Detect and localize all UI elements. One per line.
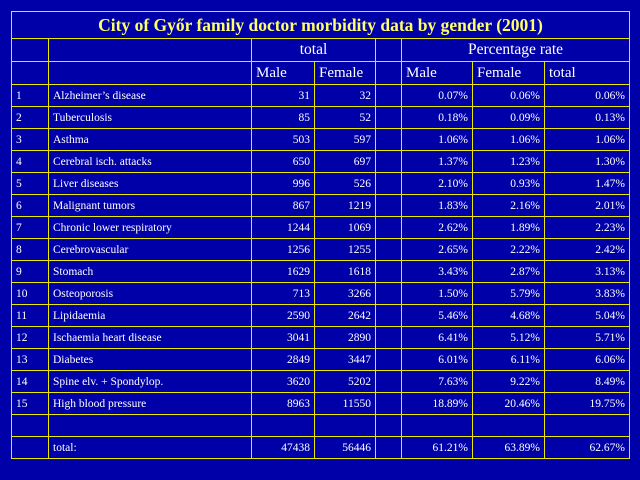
- spacer-cell: [376, 261, 402, 283]
- row-number: 12: [12, 327, 49, 349]
- female-count: 3447: [315, 349, 376, 371]
- pct-female: 9.22%: [473, 371, 545, 393]
- table-row: [12, 327, 630, 349]
- spacer-cell: [376, 437, 402, 459]
- female-count: 1618: [315, 261, 376, 283]
- pct-male: 2.10%: [402, 173, 473, 195]
- spacer-cell: [376, 107, 402, 129]
- blank-cell: [12, 415, 49, 437]
- spacer-cell: [376, 371, 402, 393]
- row-number: 7: [12, 217, 49, 239]
- table-row: [12, 371, 630, 393]
- female-count: 5202: [315, 371, 376, 393]
- sub-header-row: [12, 62, 630, 85]
- blank-cell: [315, 415, 376, 437]
- pct-total: 6.06%: [545, 349, 630, 371]
- spacer-cell: [376, 217, 402, 239]
- blank-cell: [252, 415, 315, 437]
- blank-cell: [545, 415, 630, 437]
- disease-name: High blood pressure: [49, 393, 252, 415]
- pct-total: 5.71%: [545, 327, 630, 349]
- pct-male: 0.07%: [402, 85, 473, 107]
- disease-name: Ischaemia heart disease: [49, 327, 252, 349]
- male-count: 867: [252, 195, 315, 217]
- male-count: 3620: [252, 371, 315, 393]
- total-group-header: total: [252, 39, 376, 62]
- pct-total: 1.06%: [545, 129, 630, 151]
- disease-name: Stomach: [49, 261, 252, 283]
- male-count: 1256: [252, 239, 315, 261]
- pct-total: 3.13%: [545, 261, 630, 283]
- pct-female: 2.87%: [473, 261, 545, 283]
- male-count: 996: [252, 173, 315, 195]
- totals-female: 56446: [315, 437, 376, 459]
- blank-cell: [12, 437, 49, 459]
- table-row: [12, 85, 630, 107]
- table-row: [12, 261, 630, 283]
- female-count: 2642: [315, 305, 376, 327]
- blank-cell: [402, 415, 473, 437]
- row-number: 4: [12, 151, 49, 173]
- female-count: 697: [315, 151, 376, 173]
- male-count: 85: [252, 107, 315, 129]
- female-count: 1069: [315, 217, 376, 239]
- spacer-cell: [376, 349, 402, 371]
- row-number: 2: [12, 107, 49, 129]
- female-count: 52: [315, 107, 376, 129]
- disease-name: Chronic lower respiratory: [49, 217, 252, 239]
- male-count: 31: [252, 85, 315, 107]
- header-blank-cell: [12, 39, 49, 62]
- table-title: City of Győr family doctor morbidity data by gender (2001): [12, 12, 630, 39]
- header-blank-cell: [49, 62, 252, 85]
- pct-female: 1.06%: [473, 129, 545, 151]
- pct-male: 1.83%: [402, 195, 473, 217]
- pct-male-header: Male: [402, 62, 473, 85]
- percentage-group-header: Percentage rate: [402, 39, 630, 62]
- disease-name: Cerebrovascular: [49, 239, 252, 261]
- disease-name: Asthma: [49, 129, 252, 151]
- pct-male: 0.18%: [402, 107, 473, 129]
- pct-total: 0.06%: [545, 85, 630, 107]
- pct-male: 1.37%: [402, 151, 473, 173]
- pct-female-header: Female: [473, 62, 545, 85]
- header-blank-cell: [49, 39, 252, 62]
- spacer-cell: [376, 239, 402, 261]
- pct-male: 18.89%: [402, 393, 473, 415]
- pct-female: 1.23%: [473, 151, 545, 173]
- row-number: 3: [12, 129, 49, 151]
- blank-cell: [473, 415, 545, 437]
- spacer-cell: [376, 62, 402, 85]
- pct-female: 4.68%: [473, 305, 545, 327]
- header-blank-cell: [12, 62, 49, 85]
- pct-female: 2.22%: [473, 239, 545, 261]
- pct-female: 6.11%: [473, 349, 545, 371]
- pct-male: 5.46%: [402, 305, 473, 327]
- table-row: [12, 107, 630, 129]
- male-count: 713: [252, 283, 315, 305]
- row-number: 13: [12, 349, 49, 371]
- blank-cell: [376, 415, 402, 437]
- female-count: 3266: [315, 283, 376, 305]
- pct-female: 0.93%: [473, 173, 545, 195]
- pct-total: 2.23%: [545, 217, 630, 239]
- pct-male: 2.62%: [402, 217, 473, 239]
- disease-name: Spine elv. + Spondylop.: [49, 371, 252, 393]
- totals-row: [12, 437, 630, 459]
- table-row: [12, 217, 630, 239]
- pct-total-header: total: [545, 62, 630, 85]
- spacer-cell: [376, 393, 402, 415]
- spacer-cell: [376, 327, 402, 349]
- row-number: 15: [12, 393, 49, 415]
- male-count: 503: [252, 129, 315, 151]
- female-count: 2890: [315, 327, 376, 349]
- row-number: 14: [12, 371, 49, 393]
- spacer-cell: [376, 39, 402, 62]
- female-count: 1219: [315, 195, 376, 217]
- table-row: [12, 195, 630, 217]
- pct-male: 3.43%: [402, 261, 473, 283]
- spacer-cell: [376, 305, 402, 327]
- spacer-cell: [376, 173, 402, 195]
- morbidity-table: [11, 11, 630, 459]
- totals-pct-male: 61.21%: [402, 437, 473, 459]
- pct-female: 0.06%: [473, 85, 545, 107]
- female-header: Female: [315, 62, 376, 85]
- pct-female: 0.09%: [473, 107, 545, 129]
- spacer-cell: [376, 129, 402, 151]
- pct-total: 0.13%: [545, 107, 630, 129]
- table-row: [12, 305, 630, 327]
- male-count: 1244: [252, 217, 315, 239]
- female-count: 526: [315, 173, 376, 195]
- disease-name: Osteoporosis: [49, 283, 252, 305]
- female-count: 11550: [315, 393, 376, 415]
- row-number: 11: [12, 305, 49, 327]
- pct-male: 1.50%: [402, 283, 473, 305]
- pct-female: 2.16%: [473, 195, 545, 217]
- pct-female: 5.79%: [473, 283, 545, 305]
- disease-name: Lipidaemia: [49, 305, 252, 327]
- disease-name: Tuberculosis: [49, 107, 252, 129]
- disease-name: Diabetes: [49, 349, 252, 371]
- male-header: Male: [252, 62, 315, 85]
- pct-total: 3.83%: [545, 283, 630, 305]
- disease-name: Malignant tumors: [49, 195, 252, 217]
- row-number: 1: [12, 85, 49, 107]
- totals-pct-total: 62.67%: [545, 437, 630, 459]
- pct-female: 20.46%: [473, 393, 545, 415]
- blank-cell: [49, 415, 252, 437]
- table-row: [12, 129, 630, 151]
- pct-female: 1.89%: [473, 217, 545, 239]
- totals-male: 47438: [252, 437, 315, 459]
- pct-total: 8.49%: [545, 371, 630, 393]
- disease-name: Liver diseases: [49, 173, 252, 195]
- pct-total: 2.42%: [545, 239, 630, 261]
- female-count: 32: [315, 85, 376, 107]
- row-number: 9: [12, 261, 49, 283]
- female-count: 597: [315, 129, 376, 151]
- male-count: 3041: [252, 327, 315, 349]
- totals-pct-female: 63.89%: [473, 437, 545, 459]
- pct-female: 5.12%: [473, 327, 545, 349]
- row-number: 6: [12, 195, 49, 217]
- pct-male: 6.41%: [402, 327, 473, 349]
- male-count: 8963: [252, 393, 315, 415]
- row-number: 8: [12, 239, 49, 261]
- disease-name: Alzheimer’s disease: [49, 85, 252, 107]
- spacer-cell: [376, 85, 402, 107]
- male-count: 2849: [252, 349, 315, 371]
- spacer-cell: [376, 151, 402, 173]
- female-count: 1255: [315, 239, 376, 261]
- pct-total: 19.75%: [545, 393, 630, 415]
- title-row: [12, 12, 630, 39]
- pct-total: 2.01%: [545, 195, 630, 217]
- male-count: 650: [252, 151, 315, 173]
- spacer-cell: [376, 283, 402, 305]
- spacer-cell: [376, 195, 402, 217]
- pct-male: 1.06%: [402, 129, 473, 151]
- disease-name: Cerebral isch. attacks: [49, 151, 252, 173]
- totals-label: total:: [49, 437, 252, 459]
- row-number: 10: [12, 283, 49, 305]
- pct-total: 1.30%: [545, 151, 630, 173]
- table-row: [12, 239, 630, 261]
- row-number: 5: [12, 173, 49, 195]
- pct-male: 2.65%: [402, 239, 473, 261]
- male-count: 2590: [252, 305, 315, 327]
- male-count: 1629: [252, 261, 315, 283]
- table-row: [12, 151, 630, 173]
- pct-total: 1.47%: [545, 173, 630, 195]
- pct-total: 5.04%: [545, 305, 630, 327]
- pct-male: 7.63%: [402, 371, 473, 393]
- pct-male: 6.01%: [402, 349, 473, 371]
- group-header-row: [12, 39, 630, 62]
- table-row: [12, 173, 630, 195]
- table-row: [12, 283, 630, 305]
- table-row: [12, 349, 630, 371]
- blank-row: [12, 415, 630, 437]
- table-row: [12, 393, 630, 415]
